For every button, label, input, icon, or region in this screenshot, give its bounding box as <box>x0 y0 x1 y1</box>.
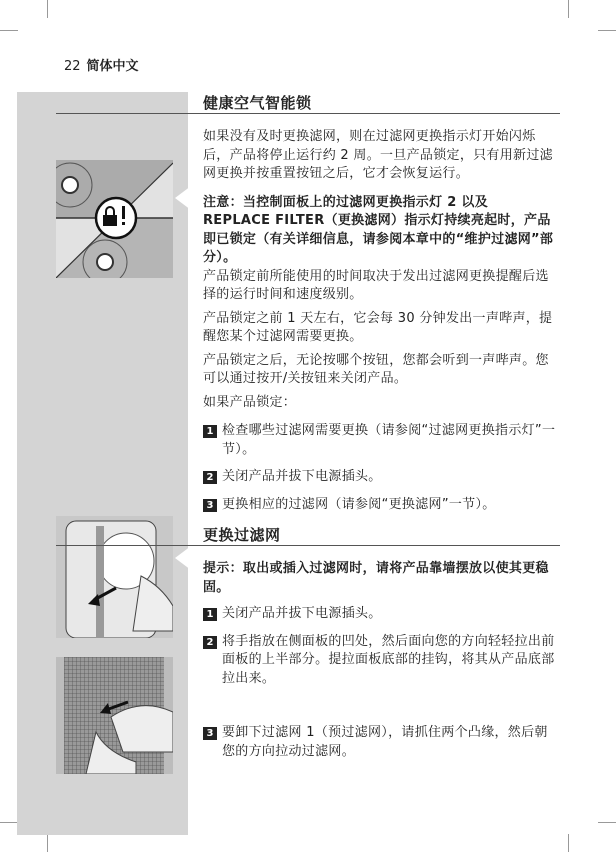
page-number: 22 <box>64 59 81 74</box>
lock-step-2 <box>203 468 559 487</box>
step-number: 3 <box>203 499 217 512</box>
step-number: 1 <box>203 608 217 621</box>
lock-step-3 <box>203 496 559 515</box>
step-text: 将手指放在侧面板的凹处，然后面向您的方向轻轻拉出前面板的上半部分。提拉面板底部的挂钩，将其从产品底部拉出来。 <box>222 633 555 686</box>
crop-mark <box>568 0 569 18</box>
replace-step-1 <box>203 605 559 624</box>
control-panel-lock-illustration <box>56 160 173 278</box>
replace-filter-tip: 提示：取出或插入过滤网时，请将产品靠墙摆放以使其更稳固。 <box>203 561 549 595</box>
step-text: 关闭产品并拔下电源插头。 <box>222 606 382 621</box>
step-number: 1 <box>203 425 217 438</box>
lock-paragraph-2: 产品锁定前所能使用的时间取决于发出过滤网更换提醒后选择的运行时间和速度级别。 <box>203 268 549 302</box>
lock-paragraph-4: 产品锁定之后，无论按哪个按钮，您都会听到一声哔声。您可以通过按开/关按钮来关闭产品。 <box>203 352 549 386</box>
language-label: 简体中文 <box>86 59 139 74</box>
main-column <box>203 94 559 770</box>
crop-mark <box>568 834 569 852</box>
lock-step-1 <box>203 422 559 459</box>
step-text: 检查哪些过滤网需要更换（请参阅“过滤网更换指示灯”一节）。 <box>222 423 556 457</box>
step-text: 要卸下过滤网 1（预过滤网），请抓住两个凸缘，然后朝您的方向拉动过滤网。 <box>222 725 548 759</box>
replace-step-2 <box>203 633 559 689</box>
step-number: 2 <box>203 471 217 484</box>
step-text: 关闭产品并拔下电源插头。 <box>222 469 382 484</box>
step-number: 3 <box>203 727 217 740</box>
section-title-replace-filter: 更换过滤网 <box>203 526 281 544</box>
section-title-lock: 健康空气智能锁 <box>203 94 312 112</box>
lock-note: 注意：当控制面板上的过滤网更换指示灯 2 以及 REPLACE FILTER（更换滤网）指示灯持续亮起时，产品即已锁定（有关详细信息，请参阅本章中的“维护过滤网”部分）。 <box>203 194 554 265</box>
crop-mark <box>0 30 18 31</box>
remove-prefilter-illustration <box>56 657 173 774</box>
crop-mark <box>0 822 18 823</box>
callout-pointer <box>175 186 191 210</box>
divider <box>56 545 560 546</box>
step-number: 2 <box>203 636 217 649</box>
crop-mark <box>47 0 48 18</box>
lock-paragraph-5: 如果产品锁定： <box>203 394 297 410</box>
callout-pointer <box>175 546 191 570</box>
divider <box>56 113 560 114</box>
lock-intro-paragraph: 如果没有及时更换滤网，则在过滤网更换指示灯开始闪烁后，产品将停止运行约 2 周。一旦产品锁定，只有用新过滤网更换并按重置按钮之后，它才会恢复运行。 <box>203 129 553 181</box>
step-text: 更换相应的过滤网（请参阅“更换滤网”一节）。 <box>222 496 496 512</box>
remove-front-panel-illustration <box>56 516 173 638</box>
page-header <box>64 55 139 74</box>
lock-paragraph-3: 产品锁定之前 1 天左右，它会每 30 分钟发出一声哔声，提醒您某个过滤网需要更换。 <box>203 310 553 344</box>
crop-mark <box>47 834 48 852</box>
replace-step-3 <box>203 724 559 761</box>
crop-mark <box>598 30 616 31</box>
crop-mark <box>598 822 616 823</box>
